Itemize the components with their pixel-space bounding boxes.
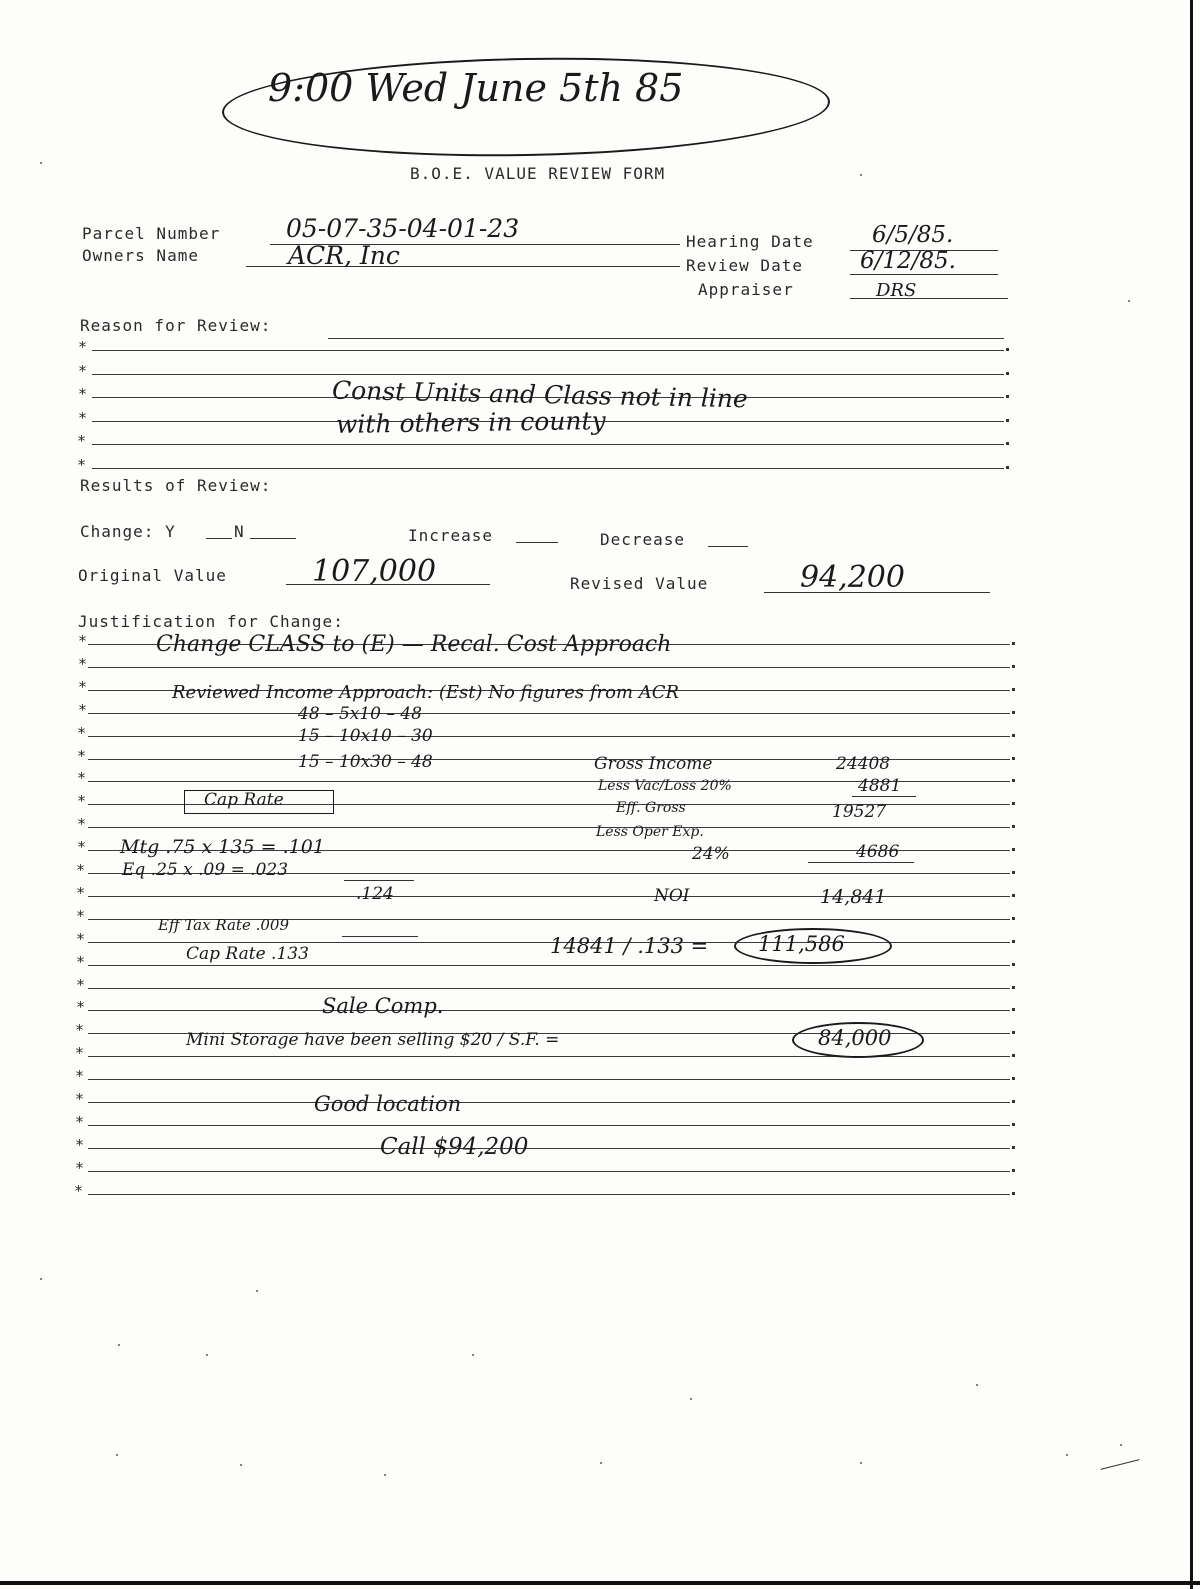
vacancy-loss-label: Less Vac/Loss 20% [598,778,732,794]
noi-value: 14,841 [820,886,887,908]
justification-line-1: Change CLASS to (E) — Recal. Cost Approach [156,632,672,657]
reason-line-star: * [77,432,87,450]
justification-line-tick [1012,871,1015,874]
scan-speck [1066,1454,1068,1456]
scan-speck [976,1384,978,1386]
cap-subtotal: .124 [356,884,394,904]
change-y-blank [206,538,232,539]
reason-line-tick [1006,348,1009,351]
justification-line-rule [88,965,1010,966]
justification-line-tick [1012,917,1015,920]
change-label: Change: Y [80,522,176,541]
cap-rate-box-label: Cap Rate [204,790,284,810]
justification-line-rule [88,1010,1010,1011]
justification-line-star: * [77,724,87,742]
justification-line-rule [88,667,1010,668]
justification-line-star: * [76,998,86,1016]
justification-line-tick [1012,986,1015,989]
justification-line-rule [88,736,1010,737]
reason-line-star: * [78,385,88,403]
justification-line-tick [1012,757,1015,760]
justification-line-star: * [78,678,88,696]
parcel-number-value: 05-07-35-04-01-23 [286,214,520,243]
scan-speck [118,1344,120,1346]
appraiser-underline [850,298,1008,299]
reason-line-2: with others in county [335,406,606,439]
justification-line-tick [1012,665,1015,668]
owners-name-value: ACR, Inc [288,241,400,270]
scan-speck [256,1290,258,1292]
justification-line-star: * [75,1113,85,1131]
justification-line-tick [1012,1146,1015,1149]
justification-line-star: * [76,976,86,994]
hearing-date-label: Hearing Date [686,232,814,251]
change-n-blank [250,538,296,539]
reason-label: Reason for Review: [80,316,272,335]
justification-line-star: * [76,953,86,971]
justification-line-rule [88,1079,1010,1080]
scan-speck [240,1464,242,1466]
scan-speck [472,1354,474,1356]
scan-speck [40,1278,42,1280]
revised-value-label: Revised Value [570,574,709,593]
reason-line-tick [1006,372,1009,375]
effective-tax-rate-line: Eff Tax Rate .009 [158,916,290,934]
reason-line-rule [92,350,1004,351]
income-result: 111,586 [758,932,845,956]
justification-line-star: * [75,1159,85,1177]
call-note: Call $94,200 [380,1134,529,1160]
scan-speck [384,1474,386,1476]
unit-line-1: 48 – 5x10 – 48 [298,704,422,724]
justification-line-star: * [74,1182,84,1200]
reason-line-star: * [77,456,87,474]
justification-line-tick [1012,1123,1015,1126]
vacancy-underline [852,796,916,797]
reason-line-tick [1006,395,1009,398]
justification-line-rule [88,1125,1010,1126]
reason-line-star: * [78,409,88,427]
justification-line-tick [1012,642,1015,645]
operating-expense-label: Less Oper Exp. [596,824,704,840]
scan-speck [116,1454,118,1456]
unit-line-3: 15 – 10x30 – 48 [298,752,433,772]
scan-speck [206,1354,208,1356]
equity-line: Eq .25 x .09 = .023 [122,860,289,880]
justification-line-star: * [75,1067,85,1085]
sale-result: 84,000 [818,1026,892,1050]
justification-line-rule [88,827,1010,828]
effective-gross-label: Eff. Gross [616,800,686,816]
justification-line-star: * [76,907,86,925]
justification-line-rule [88,1171,1010,1172]
vacancy-loss-value: 4881 [858,776,902,796]
location-note: Good location [314,1092,462,1116]
reason-line-rule [92,444,1004,445]
justification-line-star: * [77,815,87,833]
justification-line-tick [1012,1100,1015,1103]
justification-line-tick [1012,688,1015,691]
hearing-date-value: 6/5/85. [872,222,954,248]
justification-line-star: * [77,838,87,856]
scan-speck [1120,1444,1122,1446]
reason-line-rule [92,468,1004,469]
reason-line-rule [92,374,1004,375]
justification-line-star: * [77,792,87,810]
justification-line-tick [1012,734,1015,737]
justification-line-tick [1012,825,1015,828]
reason-rule [328,338,1004,339]
scan-speck [1128,300,1130,302]
scan-speck [860,174,862,176]
justification-line-star: * [78,655,88,673]
justification-line-star: * [77,769,87,787]
justification-line-tick [1012,1169,1015,1172]
reason-line-tick [1006,419,1009,422]
justification-line-star: * [78,632,88,650]
scan-speck [40,162,42,164]
noi-label: NOI [654,886,690,906]
increase-blank [516,542,558,543]
reason-line-star: * [78,362,88,380]
scan-speck [600,1462,602,1464]
justification-line-2: Reviewed Income Approach: (Est) No figures from ACR [172,682,680,703]
original-value-label: Original Value [78,566,227,585]
owners-name-label: Owners Name [82,246,199,265]
justification-line-star: * [77,747,87,765]
justification-line-tick [1012,1031,1015,1034]
operating-expense-percent: 24% [692,844,730,864]
header-note: 9:00 Wed June 5th 85 [268,66,684,110]
justification-line-tick [1012,711,1015,714]
justification-line-tick [1012,802,1015,805]
justification-line-star: * [75,1021,85,1039]
justification-line-star: * [76,861,86,879]
review-date-underline [850,274,998,275]
stray-pen-mark [1100,1459,1139,1470]
unit-line-2: 15 – 10x10 – 30 [298,726,433,746]
operating-expense-value: 4686 [856,842,900,862]
justification-line-rule [88,1194,1010,1195]
reason-line-tick [1006,442,1009,445]
justification-line-tick [1012,779,1015,782]
change-n-label: N [234,522,245,541]
justification-line-rule [88,988,1010,989]
parcel-number-label: Parcel Number [82,224,221,243]
justification-line-star: * [75,1136,85,1154]
decrease-label: Decrease [600,530,686,549]
justification-line-tick [1012,894,1015,897]
justification-line-rule [88,713,1010,714]
justification-line-star: * [78,701,88,719]
appraiser-value: DRS [876,280,917,301]
justification-line-star: * [75,1090,85,1108]
reason-line-tick [1006,466,1009,469]
justification-line-rule [88,1148,1010,1149]
justification-line-tick [1012,1054,1015,1057]
scan-speck [860,1462,862,1464]
justification-line-tick [1012,940,1015,943]
justification-line-rule [88,1102,1010,1103]
reason-line-1: Const Units and Class not in line [331,375,749,414]
justification-line-star: * [76,884,86,902]
effective-gross-value: 19527 [832,802,887,822]
form-title: B.O.E. VALUE REVIEW FORM [410,164,666,183]
gross-income-value: 24408 [836,754,891,774]
appraiser-label: Appraiser [698,280,794,299]
justification-line-tick [1012,963,1015,966]
decrease-blank [708,546,748,547]
cap-rate-line: Cap Rate .133 [186,944,309,964]
justification-line-tick [1012,1077,1015,1080]
tax-rate-underline [342,936,418,937]
justification-line-star: * [75,1044,85,1062]
scan-speck [690,1398,692,1400]
revised-value: 94,200 [800,560,905,595]
justification-line-star: * [76,930,86,948]
page-bottom-border [0,1581,1200,1585]
mortgage-line: Mtg .75 x 135 = .101 [120,836,325,858]
justification-label: Justification for Change: [78,612,344,631]
reason-line-star: * [78,338,88,356]
mini-storage-line: Mini Storage have been selling $20 / S.F. = [186,1030,560,1050]
sale-comp-label: Sale Comp. [322,994,444,1018]
page-right-border [1190,0,1193,1589]
operating-expense-underline [808,862,914,863]
review-date-value: 6/12/85. [860,248,956,274]
justification-line-tick [1012,848,1015,851]
gross-income-label: Gross Income [594,754,713,774]
income-calculation: 14841 / .133 = [550,934,709,958]
justification-line-tick [1012,1192,1015,1195]
original-value: 107,000 [312,554,437,589]
justification-line-tick [1012,1008,1015,1011]
cap-sum-underline [344,880,414,881]
results-label: Results of Review: [80,476,272,495]
increase-label: Increase [408,526,494,545]
review-date-label: Review Date [686,256,803,275]
